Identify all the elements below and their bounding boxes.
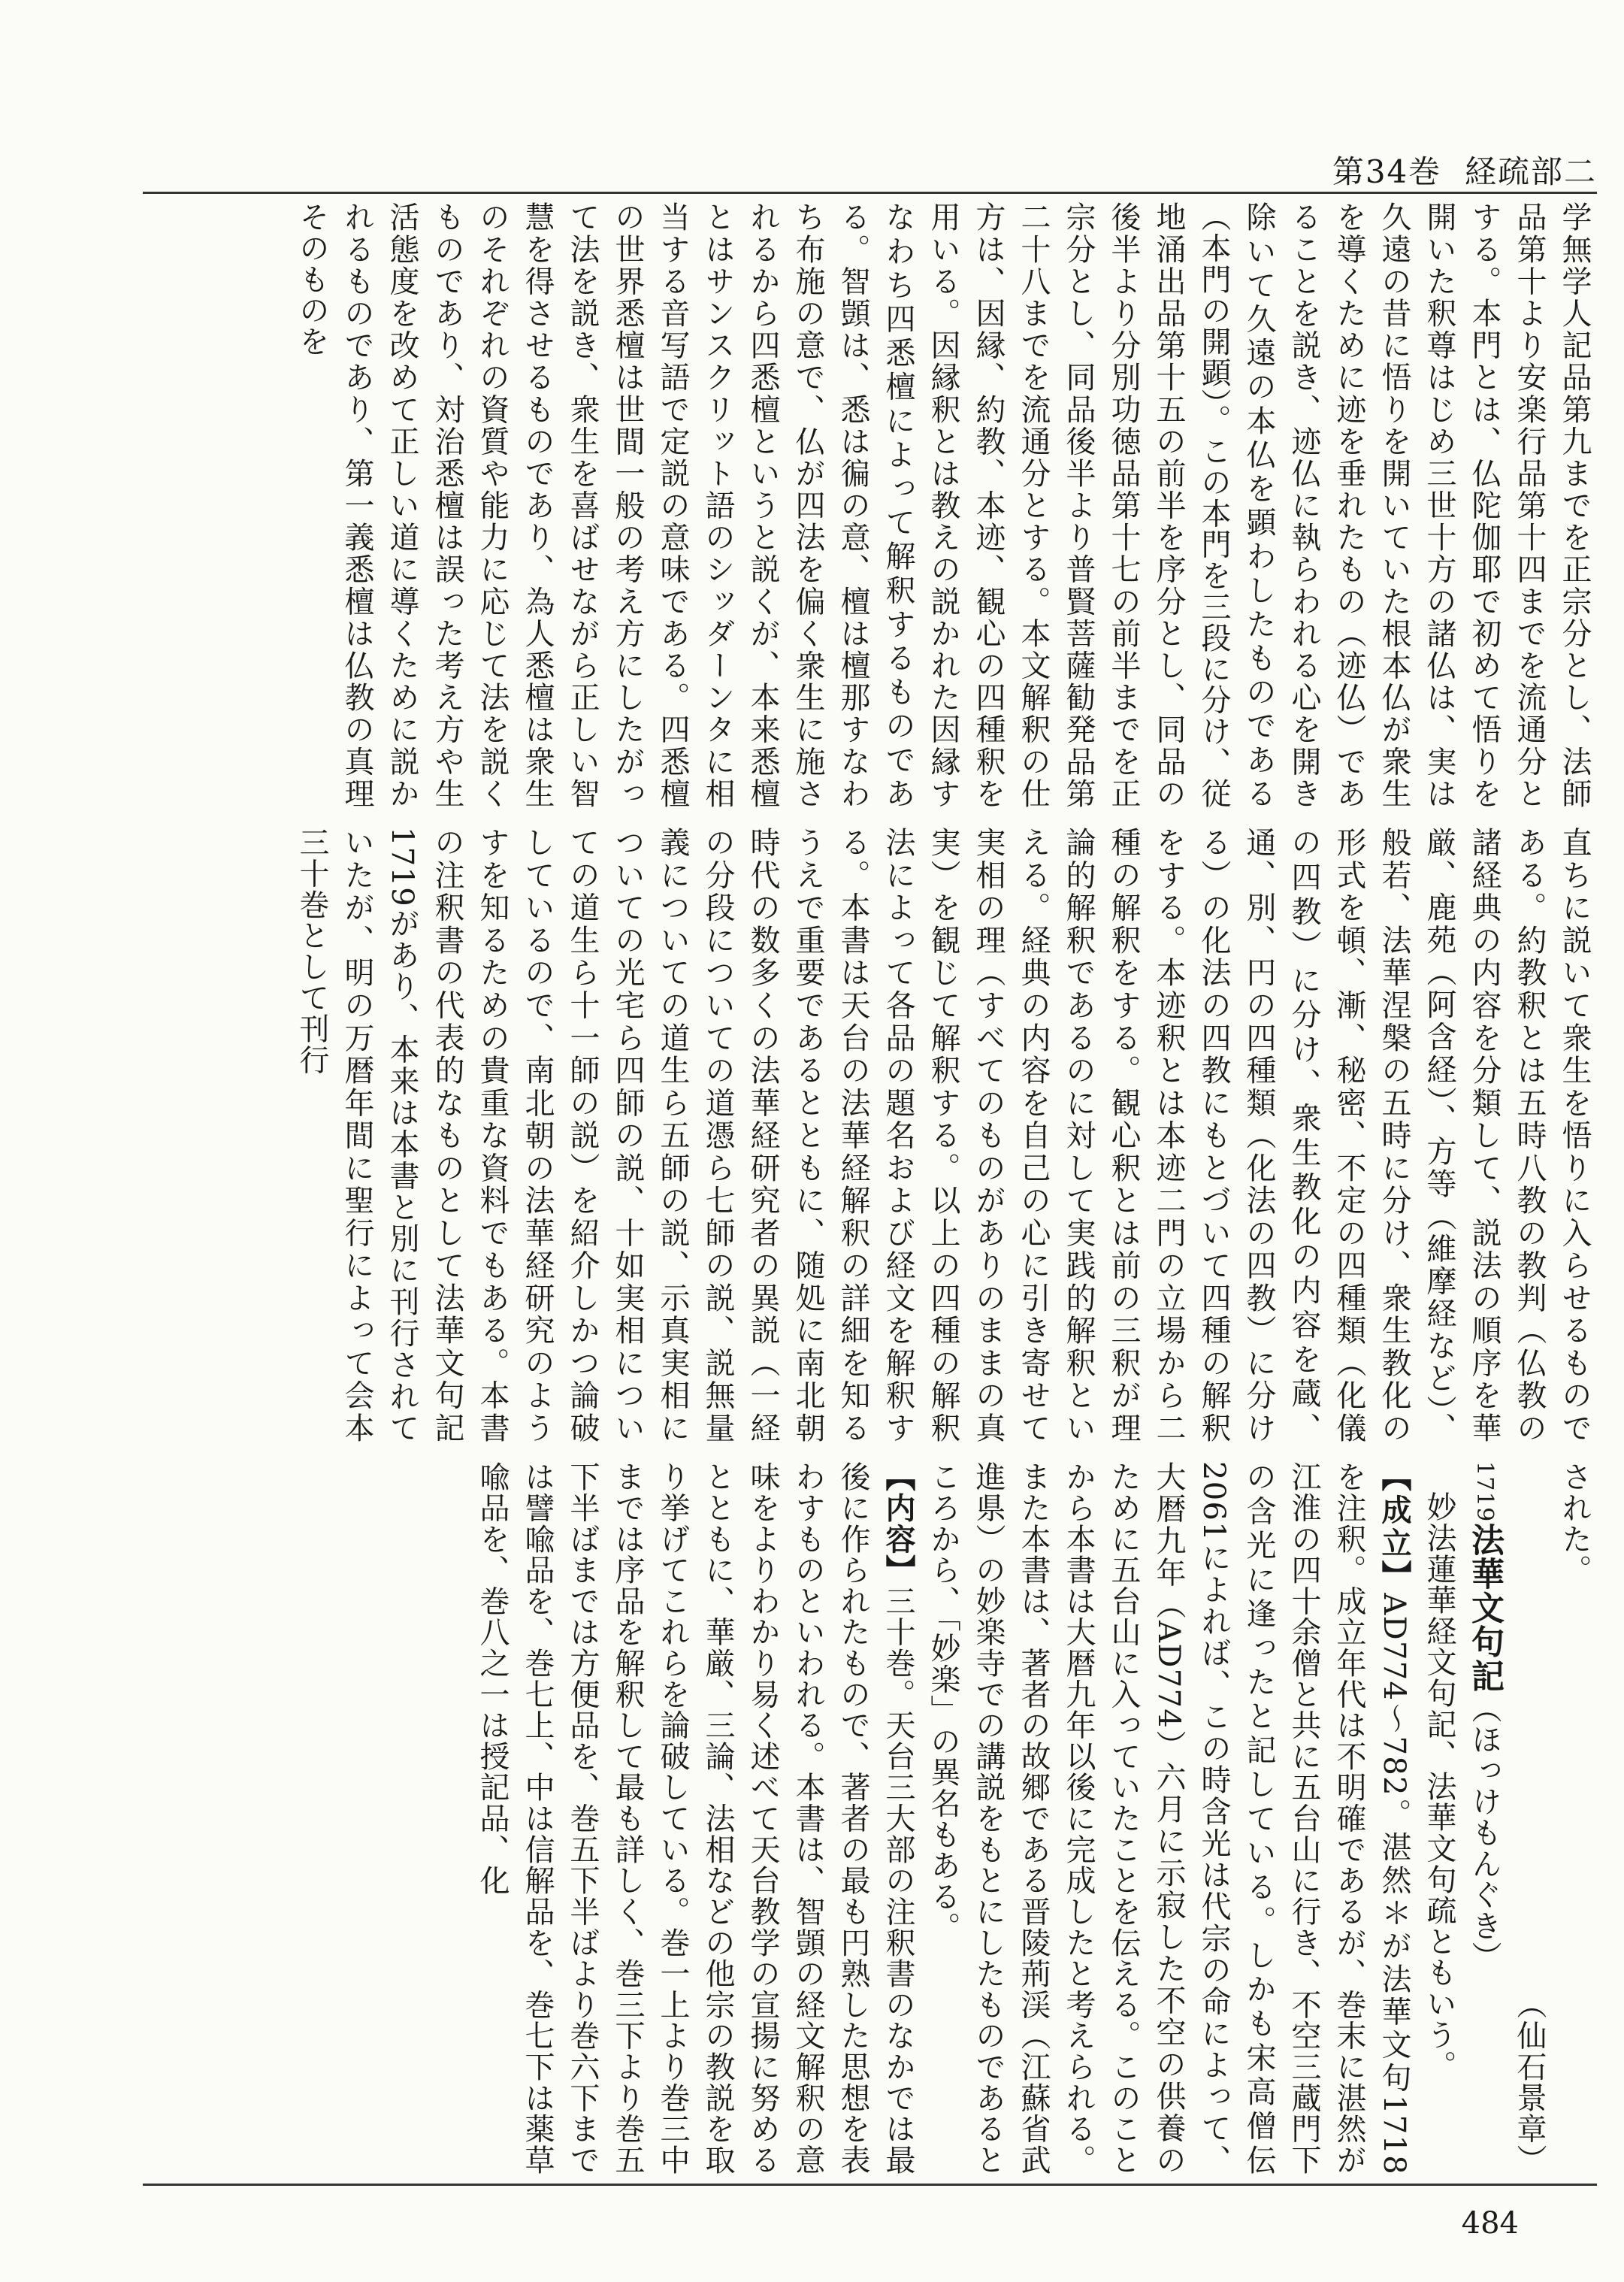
naiyou-label: 【内容】 (881, 1461, 916, 1586)
text-tier-2 (143, 827, 1597, 1443)
footer-rule (143, 2184, 1597, 2186)
entry-title: 法華文句記 (1465, 1522, 1504, 1693)
entry-reading: （ほっけもんぐき） (1467, 1693, 1502, 1972)
text-tier-3 (143, 1461, 1597, 2175)
tier3-closing-text: された。 (1557, 1461, 1592, 1586)
entry-alias: 妙法蓮華経文句記、法華文句疏ともいう。 (1422, 1491, 1456, 2081)
naiyou-text: 三十巻。天台三大部の注釈書のなかでは最後に作られたもので、著者の最も円熟した思想を表わすものといわれる。本書は、智顗の経文解釈の意味をよりわかり易く述べて天台教学の宣揚に努めるとともに、華厳、三論、法相などの他宗の教説を取り挙げてこれらを論破している。巻一上より巻三中までは序品を解釈して最も詳しく、巻三下より巻五下半ばまでは方便品を、巻五下半ばより巻六下までは譬喩品を、巻七上、中は信解品を、巻七下は薬草喩品を、巻八之一は授記品、化 (475, 1461, 915, 2175)
page-number: 484 (1461, 2206, 1519, 2241)
author-credit (1507, 1461, 1552, 2175)
volume-label: 第34巻 (1332, 153, 1442, 190)
naiyou-section (470, 1461, 921, 2175)
tier1-paragraph: 学無学人記品第九までを正宗分とし、法師品第十より安楽行品第十四までを流通分とする。本門とは、仏陀伽耶で初めて悟りを開いた釈尊はじめ三世十方の諸仏は、実は久遠の昔に悟りを開いていた根本仏が衆生を導くために迹を垂れたもの（迹仏）であることを説き、迹仏に執らわれる心を開き除いて久遠の本仏を顕わしたものである（本門の開顕）。この本門を三段に分け、従地涌出品第十五の前半を序分とし、同品の後半より分別功徳品第十七の前半までを正宗分とし、同品後半より普賢菩薩勧発品第二十八までを流通分とする。本文解釈の仕方は、因縁、約教、本迹、観心の四種釈を用いる。因縁釈とは教えの説かれた因縁すなわち四悉檀によって解釈するものである。智顗は、悉は徧の意、檀は檀那すなわち布施の意で、仏が四法を偏く衆生に施されるから四悉檀というと説くが、本来悉檀とはサンスクリット語のシッダーンタに相当する音写語で定説の意味である。四悉檀の世界悉檀は世間一般の考え方にしたがって法を説き、衆生を喜ばせながら正しい智慧を得させるものであり、為人悉檀は衆生のそれぞれの資質や能力に応じて法を説くものであり、対治悉檀は誤った考え方や生活態度を改めて正しい道に導くために説かれるものであり、第一義悉檀は仏教の真理そのものを (295, 201, 1592, 809)
seiritsu-text: AD774〜782。湛然＊が法華文句1718を注釈。成立年代は不明確であるが、巻末に湛然が江淮の四十余僧と共に五台山に行き、不空三蔵門下の含光に逢ったと記している。しかも宋高僧伝2061によれば、この時含光は代宗の命によって、大暦九年（AD774）六月に示寂した不空の供養のために五台山に入っていたことを伝える。このことから本書は大暦九年以後に完成したと考えられる。また本書は、著者の故郷である晋陵荊渓（江蘇省武進県）の妙楽寺での講説をもとにしたものであるところから、「妙楽」の異名もある。 (926, 1461, 1411, 2175)
text-tier-1 (143, 201, 1597, 809)
tier2-paragraph: 直ちに説いて衆生を悟りに入らせるものである。約教釈とは五時八教の教判（仏教の諸経典の内容を分類して、説法の順序を華厳、鹿苑（阿含経）、方等（維摩経など）、般若、法華涅槃の五時に分け、衆生教化の形式を頓、漸、秘密、不定の四種類（化儀の四教）に分け、衆生教化の内容を蔵、通、別、円の四種類（化法の四教）に分ける）の化法の四教にもとづいて四種の解釈をする。本迹釈とは本迹二門の立場から二種の解釈をする。観心釈とは前の三釈が理論的解釈であるのに対して実践的解釈といえる。経典の内容を自己の心に引き寄せて実相の理（すべてのものがありのままの真実）を観じて解釈する。以上の四種の解釈法によって各品の題名および経文を解釈する。本書は天台の法華経解釈の詳細を知るうえで重要であるとともに、随処に南北朝時代の数多くの法華経研究者の異説（一経の分段についての道憑ら七師の説、説無量義についての道生ら五師の説、示真実相についての光宅ら四師の説、十如実相についての道生ら十一師の説）を紹介しかつ論破しているので、南北朝の法華経研究のようすを知るための貴重な資料でもある。本書の注釈書の代表的なものとして法華文句記1719があり、本来は本書と別に刊行されていたが、明の万暦年間に聖行によって会本三十巻として刊行 (295, 827, 1592, 1443)
entry-heading (1462, 1461, 1507, 2175)
header-rule (143, 192, 1597, 194)
seiritsu-section (921, 1461, 1417, 2175)
seiritsu-label: 【成立】 (1377, 1461, 1412, 1593)
running-header (1332, 147, 1597, 192)
section-label: 経疏部二 (1464, 153, 1597, 190)
entry-number: 1719 (1471, 1461, 1498, 1523)
author-name: （仙石景章） (1512, 1989, 1547, 2175)
